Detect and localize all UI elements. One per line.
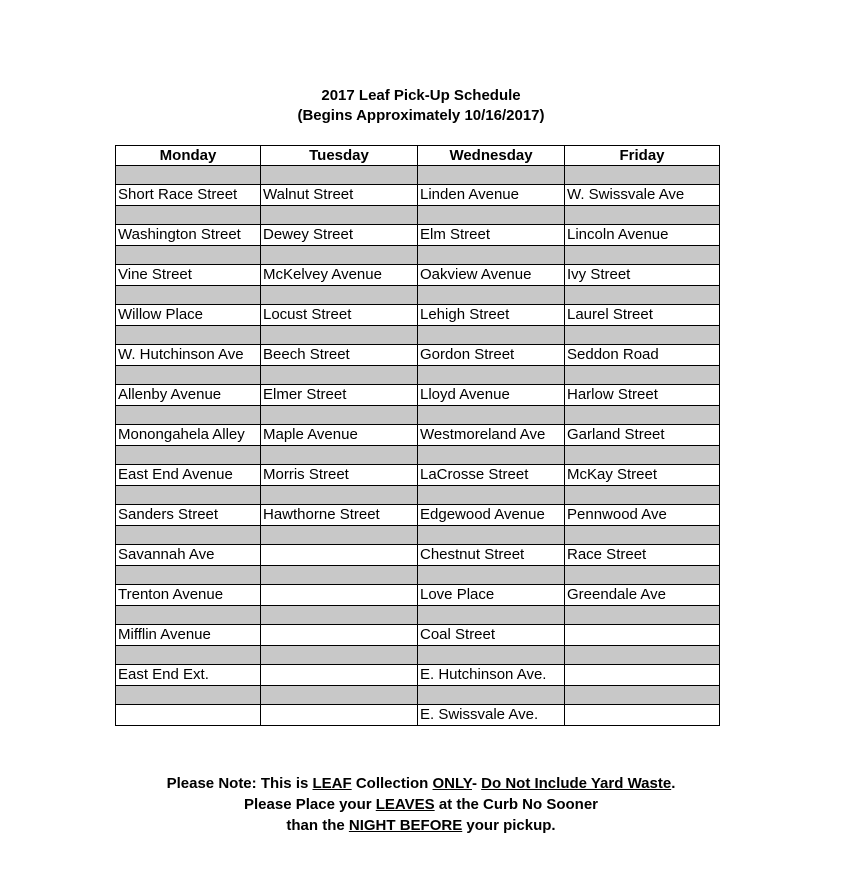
note-line-2: Please Place your LEAVES at the Curb No Sooner <box>244 796 598 813</box>
table-row <box>116 705 720 726</box>
street-cell: Ivy Street <box>565 265 720 286</box>
street-cell: W. Hutchinson Ave <box>116 345 261 366</box>
table-row <box>116 505 720 526</box>
street-cell <box>116 705 261 726</box>
table-row <box>116 185 720 206</box>
table-row <box>116 425 720 446</box>
shaded-cell <box>261 406 418 425</box>
street-cell: Sanders Street <box>116 505 261 526</box>
street-cell: E. Swissvale Ave. <box>418 705 565 726</box>
column-header-monday: Monday <box>116 146 261 166</box>
page-subtitle: (Begins Approximately 10/16/2017) <box>297 107 545 124</box>
street-cell: Allenby Avenue <box>116 385 261 406</box>
shaded-cell <box>261 646 418 665</box>
schedule-title-block <box>0 86 842 126</box>
shaded-cell <box>261 526 418 545</box>
street-cell: Oakview Avenue <box>418 265 565 286</box>
street-cell: Maple Avenue <box>261 425 418 446</box>
street-cell: Linden Avenue <box>418 185 565 206</box>
street-cell: McKay Street <box>565 465 720 486</box>
shaded-spacer-row <box>116 646 720 665</box>
street-cell: Short Race Street <box>116 185 261 206</box>
shaded-cell <box>565 646 720 665</box>
header-row <box>116 146 720 166</box>
street-cell: Greendale Ave <box>565 585 720 606</box>
shaded-cell <box>261 326 418 345</box>
shaded-spacer-row <box>116 526 720 545</box>
shaded-cell <box>261 486 418 505</box>
street-cell: Lehigh Street <box>418 305 565 326</box>
shaded-cell <box>261 686 418 705</box>
shaded-cell <box>565 566 720 585</box>
shaded-cell <box>418 486 565 505</box>
page-title: 2017 Leaf Pick-Up Schedule <box>321 87 521 104</box>
street-cell: Westmoreland Ave <box>418 425 565 446</box>
street-cell: Edgewood Avenue <box>418 505 565 526</box>
shaded-cell <box>418 326 565 345</box>
shaded-cell <box>418 206 565 225</box>
shaded-cell <box>261 446 418 465</box>
table-row <box>116 305 720 326</box>
street-cell: Savannah Ave <box>116 545 261 566</box>
shaded-cell <box>116 166 261 185</box>
shaded-cell <box>261 566 418 585</box>
street-cell: Seddon Road <box>565 345 720 366</box>
street-cell: Monongahela Alley <box>116 425 261 446</box>
street-cell: Lloyd Avenue <box>418 385 565 406</box>
street-cell: Walnut Street <box>261 185 418 206</box>
shaded-spacer-row <box>116 446 720 465</box>
column-header-wednesday: Wednesday <box>418 146 565 166</box>
table-row <box>116 545 720 566</box>
street-cell: Harlow Street <box>565 385 720 406</box>
street-cell <box>261 705 418 726</box>
shaded-cell <box>261 366 418 385</box>
street-cell: Pennwood Ave <box>565 505 720 526</box>
table-row <box>116 625 720 646</box>
street-cell <box>261 625 418 646</box>
shaded-cell <box>116 606 261 625</box>
shaded-cell <box>565 606 720 625</box>
shaded-cell <box>116 566 261 585</box>
shaded-spacer-row <box>116 686 720 705</box>
shaded-spacer-row <box>116 606 720 625</box>
shaded-cell <box>418 166 565 185</box>
note-line-3: than the NIGHT BEFORE your pickup. <box>286 817 556 834</box>
table-row <box>116 585 720 606</box>
shaded-cell <box>116 446 261 465</box>
street-cell <box>261 585 418 606</box>
shaded-cell <box>418 686 565 705</box>
street-cell: W. Swissvale Ave <box>565 185 720 206</box>
table-row <box>116 225 720 246</box>
shaded-cell <box>565 206 720 225</box>
shaded-cell <box>116 366 261 385</box>
pickup-note <box>0 773 842 836</box>
shaded-cell <box>418 406 565 425</box>
street-cell: Beech Street <box>261 345 418 366</box>
street-cell <box>565 665 720 686</box>
shaded-cell <box>418 366 565 385</box>
schedule-table <box>115 145 720 726</box>
shaded-spacer-row <box>116 246 720 265</box>
shaded-cell <box>565 446 720 465</box>
street-cell: Morris Street <box>261 465 418 486</box>
column-header-tuesday: Tuesday <box>261 146 418 166</box>
shaded-cell <box>418 646 565 665</box>
shaded-cell <box>261 206 418 225</box>
schedule-body <box>116 166 720 726</box>
street-cell: Laurel Street <box>565 305 720 326</box>
street-cell: Love Place <box>418 585 565 606</box>
street-cell: Dewey Street <box>261 225 418 246</box>
street-cell: Gordon Street <box>418 345 565 366</box>
table-row <box>116 465 720 486</box>
table-row <box>116 665 720 686</box>
street-cell: Elmer Street <box>261 385 418 406</box>
street-cell: Elm Street <box>418 225 565 246</box>
shaded-spacer-row <box>116 206 720 225</box>
shaded-cell <box>565 486 720 505</box>
street-cell: Washington Street <box>116 225 261 246</box>
shaded-cell <box>565 406 720 425</box>
street-cell: Lincoln Avenue <box>565 225 720 246</box>
shaded-cell <box>116 206 261 225</box>
street-cell: East End Avenue <box>116 465 261 486</box>
table-row <box>116 345 720 366</box>
shaded-spacer-row <box>116 286 720 305</box>
shaded-cell <box>116 246 261 265</box>
table-row <box>116 385 720 406</box>
street-cell: Mifflin Avenue <box>116 625 261 646</box>
shaded-cell <box>261 606 418 625</box>
shaded-spacer-row <box>116 566 720 585</box>
shaded-cell <box>418 446 565 465</box>
shaded-cell <box>565 686 720 705</box>
street-cell: LaCrosse Street <box>418 465 565 486</box>
shaded-cell <box>418 286 565 305</box>
shaded-cell <box>565 526 720 545</box>
shaded-spacer-row <box>116 406 720 425</box>
shaded-cell <box>565 366 720 385</box>
shaded-cell <box>261 286 418 305</box>
shaded-cell <box>261 166 418 185</box>
note-line-1: Please Note: This is LEAF Collection ONLY- Do Not Include Yard Waste. <box>166 775 676 792</box>
shaded-cell <box>418 606 565 625</box>
shaded-cell <box>261 246 418 265</box>
shaded-spacer-row <box>116 326 720 345</box>
street-cell <box>261 665 418 686</box>
shaded-cell <box>116 326 261 345</box>
street-cell: Willow Place <box>116 305 261 326</box>
street-cell: Garland Street <box>565 425 720 446</box>
shaded-cell <box>565 166 720 185</box>
street-cell: Hawthorne Street <box>261 505 418 526</box>
table-row <box>116 265 720 286</box>
shaded-cell <box>116 526 261 545</box>
street-cell: Locust Street <box>261 305 418 326</box>
shaded-cell <box>418 246 565 265</box>
shaded-spacer-row <box>116 486 720 505</box>
shaded-cell <box>565 326 720 345</box>
shaded-cell <box>418 526 565 545</box>
street-cell: East End Ext. <box>116 665 261 686</box>
shaded-cell <box>116 286 261 305</box>
shaded-cell <box>565 286 720 305</box>
street-cell <box>565 625 720 646</box>
shaded-cell <box>116 646 261 665</box>
column-header-friday: Friday <box>565 146 720 166</box>
street-cell: McKelvey Avenue <box>261 265 418 286</box>
street-cell <box>261 545 418 566</box>
street-cell: Vine Street <box>116 265 261 286</box>
shaded-spacer-row <box>116 366 720 385</box>
shaded-cell <box>565 246 720 265</box>
shaded-cell <box>116 486 261 505</box>
street-cell: Chestnut Street <box>418 545 565 566</box>
street-cell: Trenton Avenue <box>116 585 261 606</box>
shaded-spacer-row <box>116 166 720 185</box>
shaded-cell <box>418 566 565 585</box>
street-cell: E. Hutchinson Ave. <box>418 665 565 686</box>
shaded-cell <box>116 406 261 425</box>
street-cell: Coal Street <box>418 625 565 646</box>
street-cell <box>565 705 720 726</box>
shaded-cell <box>116 686 261 705</box>
street-cell: Race Street <box>565 545 720 566</box>
